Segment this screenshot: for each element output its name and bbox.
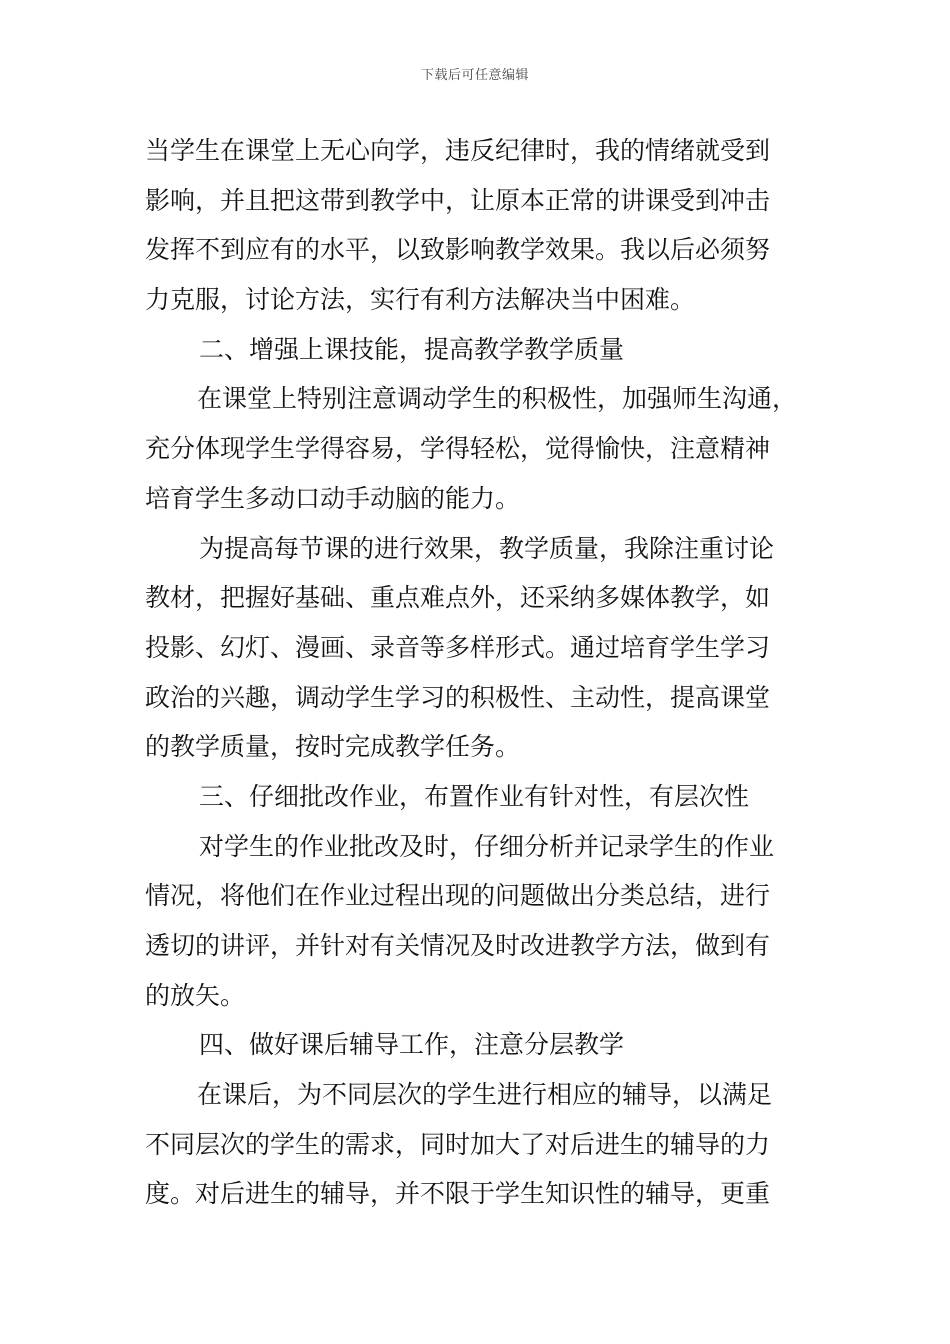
text-line: 力克服，讨论方法，实行有利方法解决当中困难。 (145, 285, 696, 315)
text-line: 在课后，为不同层次的学生进行相应的辅导，以满足 (197, 1080, 773, 1110)
text-line: 当学生在课堂上无心向学，违反纪律时，我的情绪就受到 (145, 136, 771, 165)
text-line: 培育学生多动口动手动脑的能力。 (145, 483, 521, 513)
text-line: 透切的讲评，并针对有关情况及时改进教学方法，做到有 (145, 931, 771, 960)
text-line: 不同层次的学生的需求，同时加大了对后进生的辅导的力 (145, 1129, 771, 1159)
text-line: 教材，把握好基础、重点难点外，还采纳多媒体教学，如 (145, 583, 771, 613)
section-heading: 二、增强上课技能，提高教学教学质量 (199, 334, 625, 364)
text-line: 情况，将他们在作业过程出现的问题做出分类总结，进行 (145, 881, 771, 911)
text-line: 在课堂上特别注意调动学生的积极性，加强师生沟通， (197, 384, 798, 414)
section-heading: 四、做好课后辅导工作，注意分层教学 (199, 1030, 625, 1060)
text-line: 影响，并且把这带到教学中，让原本正常的讲课受到冲击 (145, 185, 771, 215)
document-body (145, 126, 815, 1219)
text-line: 充分体现学生学得容易，学得轻松，觉得愉快，注意精神 (145, 434, 771, 464)
page-header: 下载后可任意编辑 (420, 68, 529, 83)
text-line: 的放矢。 (145, 980, 246, 1010)
text-line: 为提高每节课的进行效果，教学质量，我除注重讨论 (199, 533, 775, 563)
text-line: 对学生的作业批改及时，仔细分析并记录学生的作业 (199, 831, 775, 861)
text-line: 发挥不到应有的水平，以致影响教学效果。我以后必须努 (145, 235, 771, 265)
section-heading: 三、仔细批改作业，布置作业有针对性，有层次性 (199, 781, 750, 811)
text-line: 度。对后进生的辅导，并不限于学生知识性的辅导，更重 (145, 1179, 771, 1209)
text-line: 投影、幻灯、漫画、录音等多样形式。通过培育学生学习 (145, 632, 771, 662)
text-line: 的教学质量，按时完成教学任务。 (145, 732, 521, 762)
text-line: 政治的兴趣，调动学生学习的积极性、主动性，提高课堂 (145, 682, 771, 712)
